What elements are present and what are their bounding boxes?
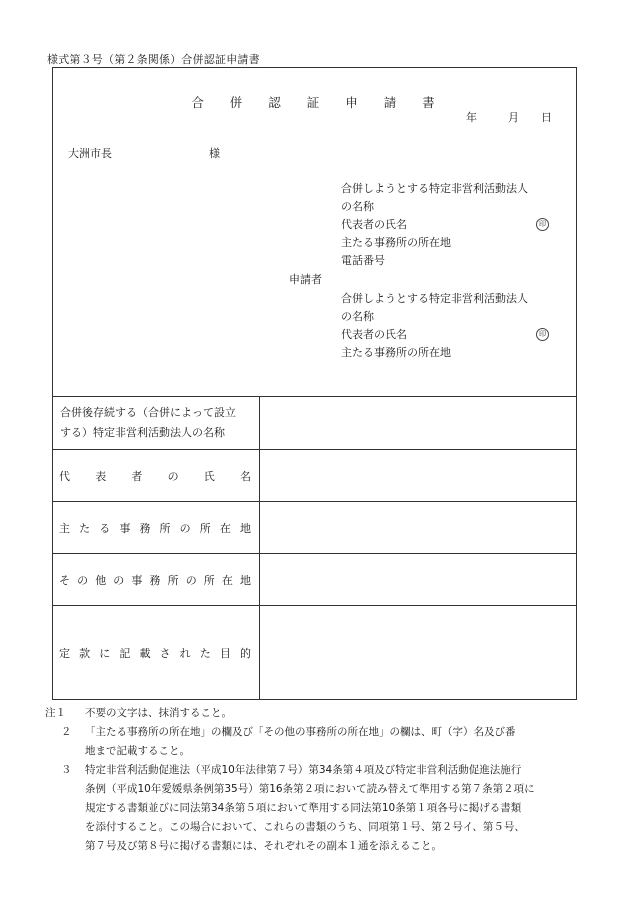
date-month: 月 (508, 111, 519, 124)
row-label-line: する）特定非営利活動法人の名称 (60, 425, 225, 439)
notes-section (45, 704, 605, 856)
row-label-text: 主たる事務所の所在地 (59, 521, 253, 535)
form-table (53, 396, 576, 699)
table-row (53, 396, 576, 450)
form-label: 様式第３号（第２条関係）合併認証申請書 (47, 53, 260, 66)
note-line: 第７号及び第８号に掲げる書類には、それぞれその副本１通を添えること。 (85, 840, 442, 852)
note-line: 「主たる事務所の所在地」の欄及び「その他の事務所の所在地」の欄は、町（字）名及び番 (85, 726, 516, 738)
note-number: 注１ (45, 707, 66, 719)
note-line: 条例（平成10年愛媛県条例第35号）第16条第２項において読み替えて準用する第７条第２項に (85, 783, 535, 795)
applicant1-org-name-line2: の名称 (341, 200, 374, 213)
successor-name-field[interactable] (260, 396, 576, 449)
rep-name-field[interactable] (260, 450, 576, 501)
applicant2-office: 主たる事務所の所在地 (341, 346, 451, 359)
seal-icon: 印 (536, 328, 549, 341)
applicant-label: 申請者 (289, 273, 322, 286)
note-line: 特定非営利活動促進法（平成10年法律第７号）第34条第４項及び特定非営利活動促進法施行 (85, 764, 522, 776)
note-number: ２ (61, 726, 72, 738)
table-row (53, 554, 576, 606)
note-item (45, 723, 605, 761)
note-line: を添付すること。この場合において、これらの書類のうち、同項第１号、第２号イ、第５号、 (85, 821, 525, 833)
table-row (53, 450, 576, 502)
row-label-line: 合併後存続する（合併によって設立 (60, 405, 236, 419)
row-label-purpose (53, 606, 260, 699)
note-item (45, 704, 605, 723)
applicant1-rep-name: 代表者の氏名 (341, 218, 407, 231)
main-office-field[interactable] (260, 502, 576, 553)
applicant1-org-name-line1: 合併しようとする特定非営利活動法人 (341, 182, 528, 195)
application-form-frame (52, 67, 577, 700)
note-line: 地まで記載すること。 (85, 745, 190, 757)
addressee-suffix: 様 (209, 147, 220, 160)
addressee: 大洲市長 (68, 147, 112, 160)
document-title: 合 併 認 証 申 請 書 (191, 95, 446, 110)
seal-icon: 印 (536, 218, 549, 231)
application-header-box (53, 68, 576, 397)
row-label-text: 代表者の氏名 (59, 469, 253, 483)
applicant2-rep-name: 代表者の氏名 (341, 328, 407, 341)
table-row (53, 502, 576, 554)
applicant2-org-name-line2: の名称 (341, 310, 374, 323)
row-label-rep-name (53, 450, 260, 501)
note-line: 不要の文字は、抹消すること。 (85, 707, 232, 719)
purpose-field[interactable] (260, 606, 576, 699)
note-item (45, 761, 605, 856)
row-label-text: その他の事務所の所在地 (59, 573, 253, 587)
applicant1-office: 主たる事務所の所在地 (341, 236, 451, 249)
table-row (53, 606, 576, 699)
applicant1-phone: 電話番号 (341, 254, 385, 267)
row-label-other-office (53, 554, 260, 605)
row-label-main-office (53, 502, 260, 553)
date-day: 日 (541, 111, 552, 124)
other-office-field[interactable] (260, 554, 576, 605)
row-label-successor-name (53, 396, 260, 449)
note-line: 規定する書類並びに同法第34条第５項において準用する同法第10条第１項各号に掲げる書類 (85, 802, 522, 814)
row-label-text: 定款に記載された目的 (59, 646, 253, 660)
applicant2-org-name-line1: 合併しようとする特定非営利活動法人 (341, 292, 528, 305)
date-year: 年 (466, 111, 477, 124)
note-number: ３ (61, 764, 72, 776)
